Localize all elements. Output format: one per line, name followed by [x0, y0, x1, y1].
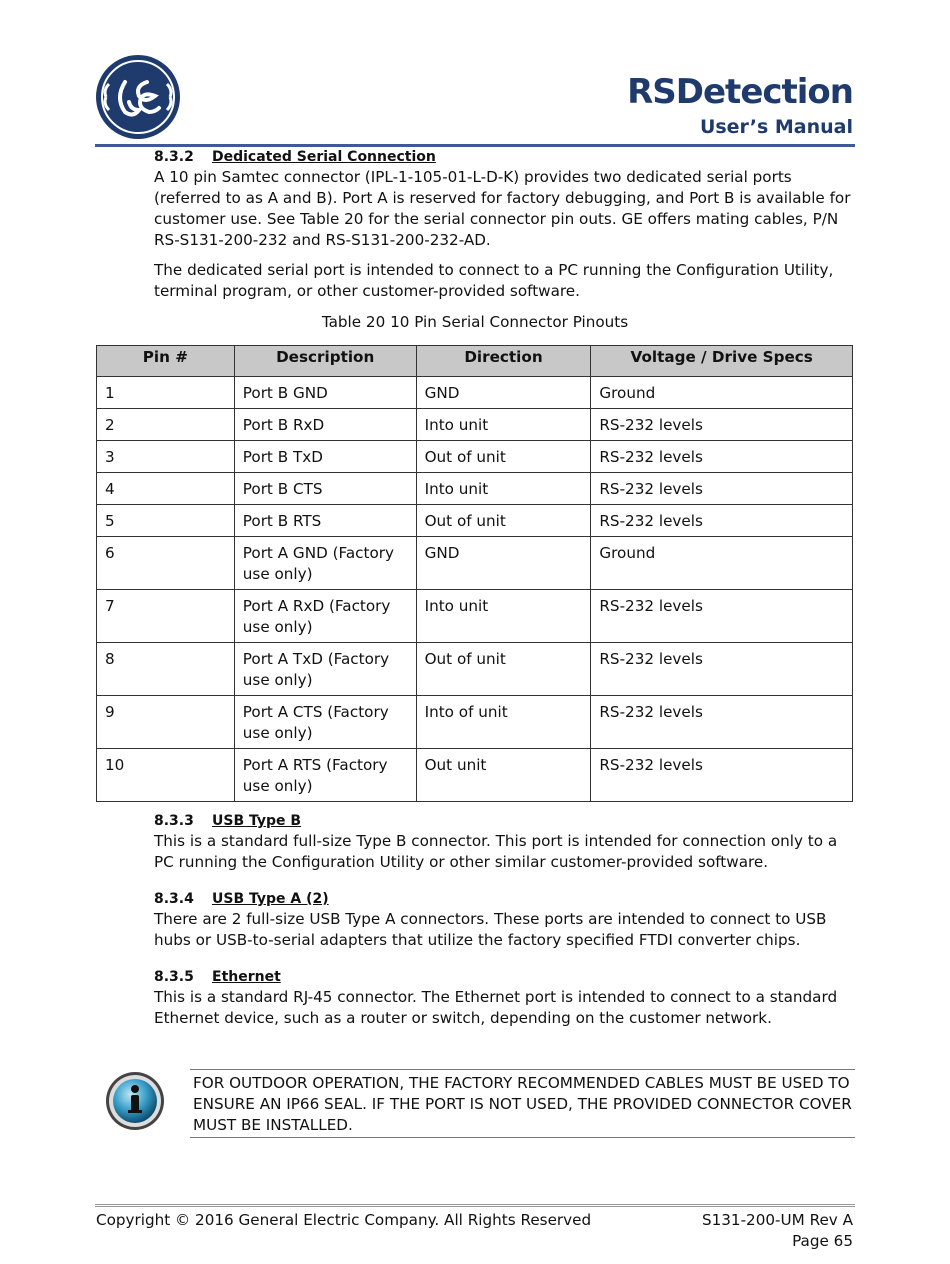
- section-paragraph: A 10 pin Samtec connector (IPL-1-105-01-L-D-K) provides two dedicated serial ports (referred to as A and B). Port A is reserved for factory debugging, and Port B is available for customer use. See Table 20 for the serial connector pin outs. GE offers mating cables, P/N RS-S131-200-232 and RS-S131-200-232-AD.: [154, 168, 851, 249]
- section-title: USB Type A (2): [212, 891, 329, 907]
- table-cell: RS-232 levels: [591, 505, 853, 537]
- document-brand: [627, 72, 853, 138]
- table-cell: 3: [97, 441, 235, 473]
- table-row: [97, 643, 853, 696]
- table-cell: 10: [97, 749, 235, 802]
- table-row: [97, 696, 853, 749]
- column-header: Direction: [416, 346, 591, 377]
- section-title: Ethernet: [212, 969, 281, 985]
- document-id: S131-200-UM Rev A: [701, 1211, 853, 1229]
- table-cell: 7: [97, 590, 235, 643]
- document-subtitle: User’s Manual: [699, 116, 853, 138]
- table-cell: Port A TxD (Factory use only): [234, 643, 416, 696]
- section-paragraph: This is a standard RJ-45 connector. The Ethernet port is intended to connect to a standard Ethernet device, such as a router or switch, depending on the customer network.: [154, 988, 838, 1027]
- table-cell: Ground: [591, 537, 853, 590]
- table-cell: 9: [97, 696, 235, 749]
- table-cell: Port B RxD: [234, 409, 416, 441]
- section-number: 8.3.2: [154, 149, 194, 165]
- column-header: Description: [234, 346, 416, 377]
- footer-info: [702, 1210, 853, 1252]
- section-heading: [154, 889, 854, 909]
- column-header: Voltage / Drive Specs: [591, 346, 853, 377]
- table-cell: RS-232 levels: [591, 643, 853, 696]
- table-header-row: [97, 346, 853, 377]
- section-8-3-5: [154, 967, 854, 1029]
- table-cell: 5: [97, 505, 235, 537]
- table-row: [97, 377, 853, 409]
- section-heading: [154, 147, 854, 167]
- column-header: Pin #: [97, 346, 235, 377]
- table-cell: RS-232 levels: [591, 441, 853, 473]
- table-cell: RS-232 levels: [591, 749, 853, 802]
- table-cell: Port A CTS (Factory use only): [234, 696, 416, 749]
- footer-copyright: Copyright © 2016 General Electric Company. All Rights Reserved: [96, 1211, 592, 1229]
- table-cell: Port B GND: [234, 377, 416, 409]
- section-paragraph: There are 2 full-size USB Type A connectors. These ports are intended to connect to USB hubs or USB-to-serial adapters that utilize the factory specified FTDI converter chips.: [154, 910, 827, 949]
- note-text: FOR OUTDOOR OPERATION, THE FACTORY RECOMMENDED CABLES MUST BE USED TO ENSURE AN IP66 SEAL. IF THE PORT IS NOT USED, THE PROVIDED CONNECTOR COVER MUST BE INSTALLED.: [193, 1074, 852, 1134]
- table-cell: Port B RTS: [234, 505, 416, 537]
- table-row: [97, 441, 853, 473]
- table-cell: Into unit: [416, 590, 591, 643]
- table-cell: 2: [97, 409, 235, 441]
- table-cell: Port A RxD (Factory use only): [234, 590, 416, 643]
- ge-logo-icon: [95, 54, 181, 140]
- table-cell: Out unit: [416, 749, 591, 802]
- table-cell: Ground: [591, 377, 853, 409]
- table-cell: 8: [97, 643, 235, 696]
- note-box: [190, 1069, 855, 1138]
- info-icon: [104, 1070, 166, 1132]
- table-cell: Into unit: [416, 473, 591, 505]
- table-cell: RS-232 levels: [591, 409, 853, 441]
- table-cell: Out of unit: [416, 505, 591, 537]
- table-cell: 4: [97, 473, 235, 505]
- table-row: [97, 749, 853, 802]
- pinout-table: [96, 345, 853, 802]
- section-heading: [154, 967, 854, 987]
- table-cell: GND: [416, 377, 591, 409]
- section-number: 8.3.5: [154, 969, 194, 985]
- document-title: RSDetection: [627, 72, 853, 112]
- section-paragraph: The dedicated serial port is intended to connect to a PC running the Configuration Utility, terminal program, or other customer-provided software.: [154, 261, 834, 300]
- section-paragraph: This is a standard full-size Type B connector. This port is intended for connection only to a PC running the Configuration Utility or other similar customer-provided software.: [154, 832, 838, 871]
- table-cell: 6: [97, 537, 235, 590]
- table-cell: RS-232 levels: [591, 473, 853, 505]
- table-cell: RS-232 levels: [591, 696, 853, 749]
- section-8-3-4: [154, 889, 854, 951]
- table-cell: Out of unit: [416, 441, 591, 473]
- section-8-3-3: [154, 811, 854, 873]
- table-cell: Into unit: [416, 409, 591, 441]
- table-cell: Into of unit: [416, 696, 591, 749]
- section-title: Dedicated Serial Connection: [212, 149, 436, 165]
- section-8-3-2: [154, 147, 854, 302]
- footer-divider: [95, 1204, 855, 1207]
- table-cell: Port A RTS (Factory use only): [234, 749, 416, 802]
- table-row: [97, 409, 853, 441]
- table-caption: Table 20 10 Pin Serial Connector Pinouts: [321, 313, 629, 331]
- page-number: Page 65: [792, 1232, 853, 1250]
- section-number: 8.3.4: [154, 891, 194, 907]
- table-row: [97, 473, 853, 505]
- table-row: [97, 537, 853, 590]
- section-heading: [154, 811, 854, 831]
- table-cell: GND: [416, 537, 591, 590]
- section-title: USB Type B: [212, 813, 302, 829]
- table-cell: RS-232 levels: [591, 590, 853, 643]
- table-row: [97, 590, 853, 643]
- table-cell: Out of unit: [416, 643, 591, 696]
- table-cell: Port B TxD: [234, 441, 416, 473]
- table-cell: Port B CTS: [234, 473, 416, 505]
- section-number: 8.3.3: [154, 813, 194, 829]
- table-cell: Port A GND (Factory use only): [234, 537, 416, 590]
- table-cell: 1: [97, 377, 235, 409]
- table-row: [97, 505, 853, 537]
